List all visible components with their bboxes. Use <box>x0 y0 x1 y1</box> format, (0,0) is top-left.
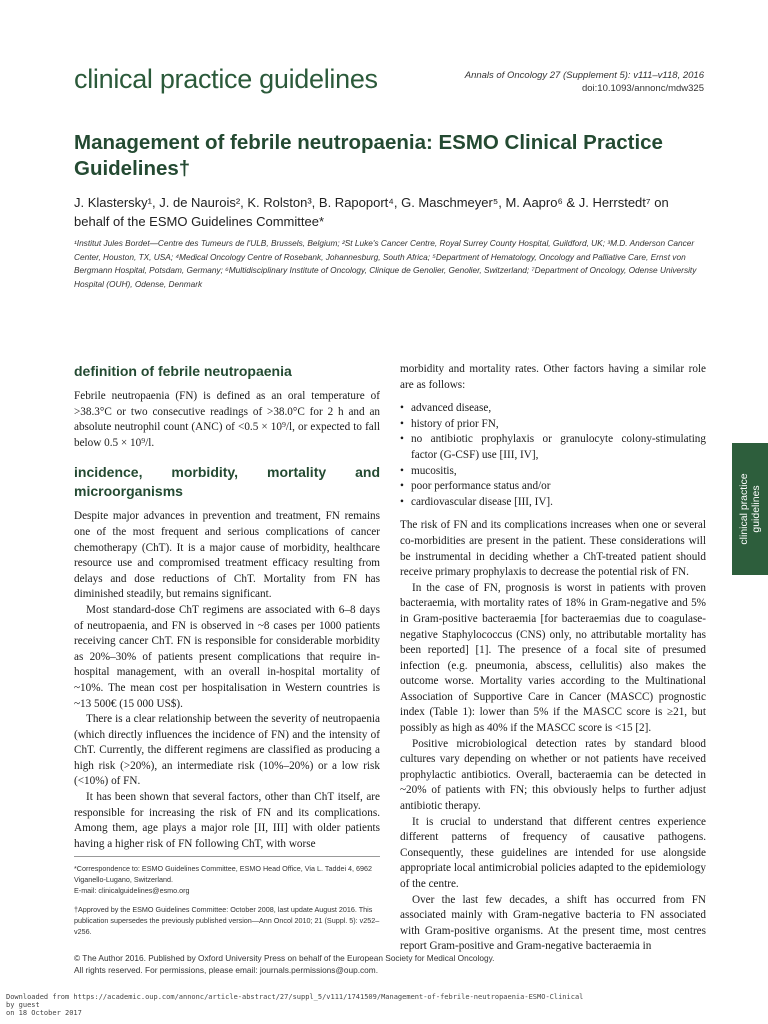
list-item: • history of prior FN, <box>400 417 706 433</box>
download-date: on 18 October 2017 <box>6 1009 82 1018</box>
correspondence-note <box>74 863 380 896</box>
journal-citation: Annals of Oncology 27 (Supplement 5): v111–v118, 2016 <box>464 70 704 81</box>
paragraph: Over the last few decades, a shift has occurred from FN associated mainly with Gram-negative bacteria to FN associated with Gram-positive organisms. At the present time, most centres report Gram-positive and Gram-negative bacteraemia in <box>400 893 706 953</box>
paragraph: Positive microbiological detection rates by standard blood cultures vary depending on whether or not patients have received prophylactic antibiotics. Overall, bacteraemia can be detected in ~20% of patients with FN; this obviously helps to further adjust antibiotic therapy. <box>400 737 706 813</box>
side-tab <box>732 443 768 575</box>
download-url[interactable]: Downloaded from https://academic.oup.com/annonc/article-abstract/27/suppl_5/v111/1741509/Management-of-febrile-neutropaenia-ESMO-Clinical <box>6 993 584 1001</box>
footnotes <box>74 856 380 945</box>
right-column <box>400 362 706 955</box>
list-item: • poor performance status and/or <box>400 479 706 495</box>
doi-link[interactable]: doi:10.1093/annonc/mdw325 <box>581 82 704 94</box>
section-label: clinical practice guidelines <box>74 64 378 94</box>
section-heading-incidence: incidence, morbidity, mortality and microorganisms <box>74 464 380 500</box>
side-tab-label <box>738 473 762 544</box>
list-item: • advanced disease, <box>400 401 706 417</box>
side-tab-line: clinical practice <box>738 473 750 545</box>
paragraph: Most standard-dose ChT regimens are associated with 6–8 days of neutropaenia, and FN is observed in ~8 cases per 1000 patients receiving cancer ChT. FN is responsible for considerable morbidity as 20%–30% of patients present complications that require in-hospital management, with an overall in-hospital mortality of ~10%. The mean cost per hospitalisation in Western countries is ~13 500€ (15 000 US$). <box>74 603 380 710</box>
list-item: • mucositis, <box>400 464 706 480</box>
paragraph: In the case of FN, prognosis is worst in patients with proven bacteraemia, with mortality rates of 18% in Gram-negative and 5% in Gram-positive bacteraemia [for bacteraemias due to coagulase-negative Staphylococcus (CNS) only, no attributable mortality has been reported] [1]. The presence of a focal site of presumed infection (e.g. pneumonia, abscess, cellulitis) also makes the outcome worse. Mortality varies according to the Multinational Association of Supportive Care in Cancer (MASCC) prognostic index (Table 1): lower than 5% if the MASCC score is ≥21, but possibly as high as 40% if the MASCC score is <15 [2]. <box>400 581 706 735</box>
copyright-notice <box>74 952 714 976</box>
approval-note: †Approved by the ESMO Guidelines Committee: October 2008, last update August 2016. This publication supersedes the previously published version—Ann Oncol 2010; 21 (Suppl. 5): v252–v256. <box>74 905 380 936</box>
list-item: • cardiovascular disease [III, IV]. <box>400 495 706 511</box>
footnote-divider <box>74 856 380 857</box>
correspondence-address: *Correspondence to: ESMO Guidelines Committee, ESMO Head Office, Via L. Taddei 4, 6962 Viganello-Lugano, Switzerland. <box>74 864 373 884</box>
download-notice <box>6 993 766 1018</box>
list-item: • no antibiotic prophylaxis or granulocyte colony-stimulating factor (G-CSF) use [III, IV], <box>400 432 706 463</box>
paragraph: There is a clear relationship between the severity of neutropaenia (which directly influences the incidence of FN) and the intensity of ChT. Currently, the different regimens are classified as producing a high risk (>20%), an intermediate risk (10%–20%) or a low risk (<10%) of FN. <box>74 713 380 788</box>
author-list: J. Klastersky¹, J. de Naurois², K. Rolston³, B. Rapoport⁴, G. Maschmeyer⁵, M. Aapro⁶ & J. Herrstedt⁷ on behalf of the ESMO Guidelines Committee* <box>74 195 669 229</box>
paragraph: It has been shown that several factors, other than ChT itself, are responsible for increasing the risk of FN and its complications. Among them, age plays a major role [II, III] with older patients having a higher risk of FN following ChT, with worse <box>74 791 380 850</box>
journal-reference <box>465 70 704 95</box>
permissions-line: All rights reserved. For permissions, please email: journals.permissions@oup.com. <box>74 965 378 975</box>
left-column <box>74 362 380 852</box>
copyright-line: © The Author 2016. Published by Oxford University Press on behalf of the European Society for Medical Oncology. <box>74 953 495 963</box>
paragraph: Despite major advances in prevention and treatment, FN remains one of the most frequent and serious complications of cancer chemotherapy (ChT). It is a major cause of morbidity, healthcare resource use and compromised treatment efficacy resulting from delays and dose reductions of ChT. Mortality from FN has diminished steadily, but remains significant. <box>74 510 380 601</box>
article-title: Management of febrile neutropaenia: ESMO Clinical Practice Guidelines† <box>74 131 663 180</box>
correspondence-email[interactable]: E-mail: clinicalguidelines@esmo.org <box>74 886 190 895</box>
paragraph: morbidity and mortality rates. Other factors having a similar role are as follows: <box>400 363 706 391</box>
affiliations: ¹Institut Jules Bordet—Centre des Tumeurs de l'ULB, Brussels, Belgium; ²St Luke's Cancer Centre, Royal Surrey County Hospital, Guildford, UK; ³M.D. Anderson Cancer Center, Houston, TX, USA; ⁴Medical Oncology Centre of Rosebank, Johannesburg, South Africa; ⁵Department of Hematology, Oncology and Palliative Care, Ernst von Bergmann Hospital, Potsdam, Germany; ⁶Multidisciplinary Institute of Oncology, Clinique de Genolier, Genolier, Switzerland; ⁷Department of Oncology, Odense University Hospital (OUH), Odense, Denmark <box>74 238 697 289</box>
paragraph: Febrile neutropaenia (FN) is defined as an oral temperature of >38.3°C or two consecutive readings of >38.0°C for 2 h and an absolute neutrophil count (ANC) of <0.5 × 10⁹/l, or expected to fall below 0.5 × 10⁹/l. <box>74 390 380 449</box>
side-tab-line: guidelines <box>750 485 762 533</box>
section-heading-definition: definition of febrile neutropaenia <box>74 363 292 379</box>
paragraph: The risk of FN and its complications increases when one or several co-morbidities are present in the patient. These considerations will be instrumental in deciding whether a ChT-treated patient should receive primary prophylaxis to decrease the potential risk of FN. <box>400 519 706 579</box>
risk-factor-list <box>400 401 706 510</box>
paragraph: It is crucial to understand that different centres experience different patterns of frequency of causative pathogens. Consequently, these guidelines are intended for use alongside appropriate local antimicrobial policies adapted to the epidemiology of the centre. <box>400 815 706 890</box>
download-by: by guest <box>6 1001 40 1010</box>
